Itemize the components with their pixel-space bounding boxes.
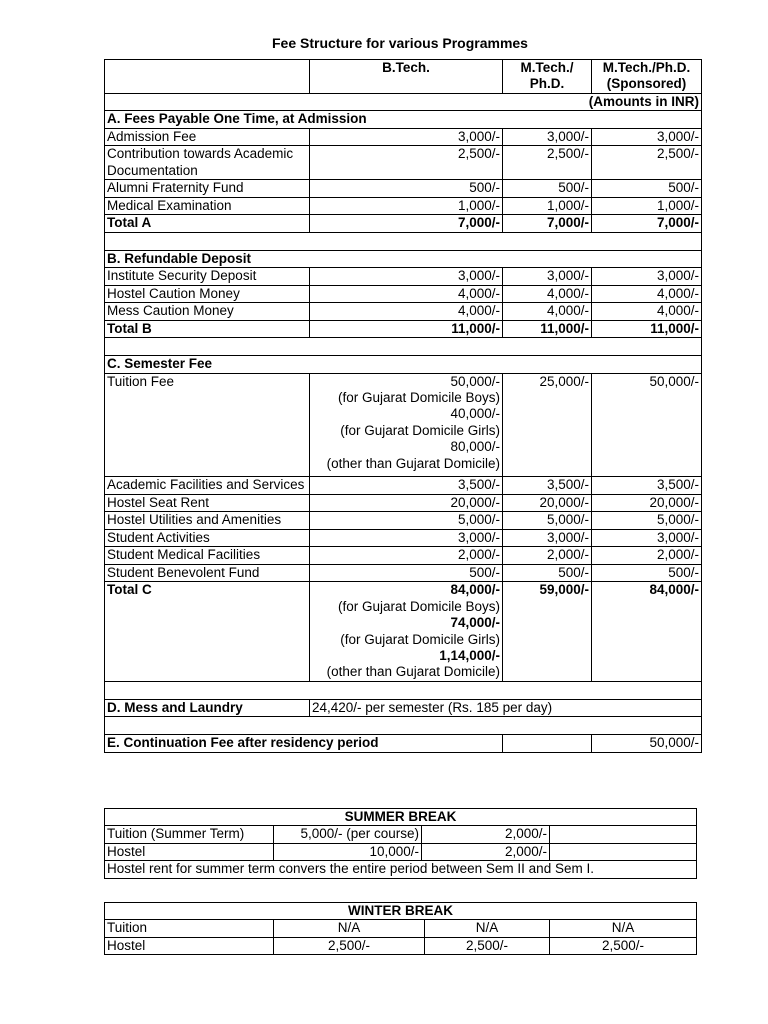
fee-table (104, 59, 702, 753)
total-a-row: Total A 7,000/- 7,000/- 7,000/- (105, 215, 702, 232)
total-b-row: Total B 11,000/- 11,000/- 11,000/- (105, 320, 702, 337)
continuation-fee-row: E. Continuation Fee after residency period 50,000/- (105, 735, 702, 752)
table-row: Mess Caution Money 4,000/- 4,000/- 4,000/- (105, 303, 702, 320)
page-title: Fee Structure for various Programmes (272, 35, 528, 51)
summer-note: Hostel rent for summer term convers the entire period between Sem II and Sem I. (105, 861, 697, 878)
table-row: Hostel 10,000/- 2,000/- (105, 843, 697, 860)
table-row: Alumni Fraternity Fund 500/- 500/- 500/- (105, 180, 702, 197)
table-row: Hostel 2,500/- 2,500/- 2,500/- (105, 937, 697, 954)
section-b-heading: B. Refundable Deposit (105, 250, 702, 267)
table-row: Student Medical Facilities 2,000/- 2,000/- 2,000/- (105, 547, 702, 564)
table-row: Medical Examination 1,000/- 1,000/- 1,000/- (105, 197, 702, 214)
mess-laundry-row: D. Mess and Laundry 24,420/- per semester (Rs. 185 per day) (105, 699, 702, 716)
table-row: Student Benevolent Fund 500/- 500/- 500/- (105, 564, 702, 581)
table-row: Hostel Caution Money 4,000/- 4,000/- 4,000/- (105, 285, 702, 302)
table-row: Hostel Seat Rent 20,000/- 20,000/- 20,000/- (105, 494, 702, 511)
section-a-heading: A. Fees Payable One Time, at Admission (105, 111, 702, 128)
table-row: Contribution towards Academic Documentation 2,500/- 2,500/- 2,500/- (105, 146, 702, 180)
table-row: Admission Fee 3,000/- 3,000/- 3,000/- (105, 128, 702, 145)
table-row: Tuition (Summer Term) 5,000/- (per course) 2,000/- (105, 826, 697, 843)
tuition-fee-row: Tuition Fee 50,000/- (for Gujarat Domicile Boys) 40,000/- (for Gujarat Domicile Girls) 80,000/- (other than Gujarat Domicile) 25,000/- 50,000/- (105, 373, 702, 477)
header-sponsored: M.Tech./Ph.D. (Sponsored) (592, 60, 702, 94)
winter-heading: WINTER BREAK (105, 903, 697, 920)
table-row: Hostel Utilities and Amenities 5,000/- 5,000/- 5,000/- (105, 512, 702, 529)
header-row (105, 60, 702, 94)
winter-break-table (104, 902, 697, 955)
table-row: Institute Security Deposit 3,000/- 3,000/- 3,000/- (105, 268, 702, 285)
amounts-note: (Amounts in INR) (105, 93, 702, 110)
section-c-heading: C. Semester Fee (105, 356, 702, 373)
summer-heading: SUMMER BREAK (105, 809, 697, 826)
total-c-row: Total C 84,000/- (for Gujarat Domicile Boys) 74,000/- (for Gujarat Domicile Girls) 1,14,000/- (other than Gujarat Domicile) 59,000/- 84,000/- (105, 582, 702, 682)
table-row: Academic Facilities and Services 3,500/- 3,500/- 3,500/- (105, 477, 702, 494)
summer-break-table (104, 808, 697, 879)
table-row: Student Activities 3,000/- 3,000/- 3,000/- (105, 529, 702, 546)
header-btech: B.Tech. (310, 60, 503, 94)
table-row: Tuition N/A N/A N/A (105, 920, 697, 937)
header-mtech: M.Tech./ Ph.D. (503, 60, 592, 94)
